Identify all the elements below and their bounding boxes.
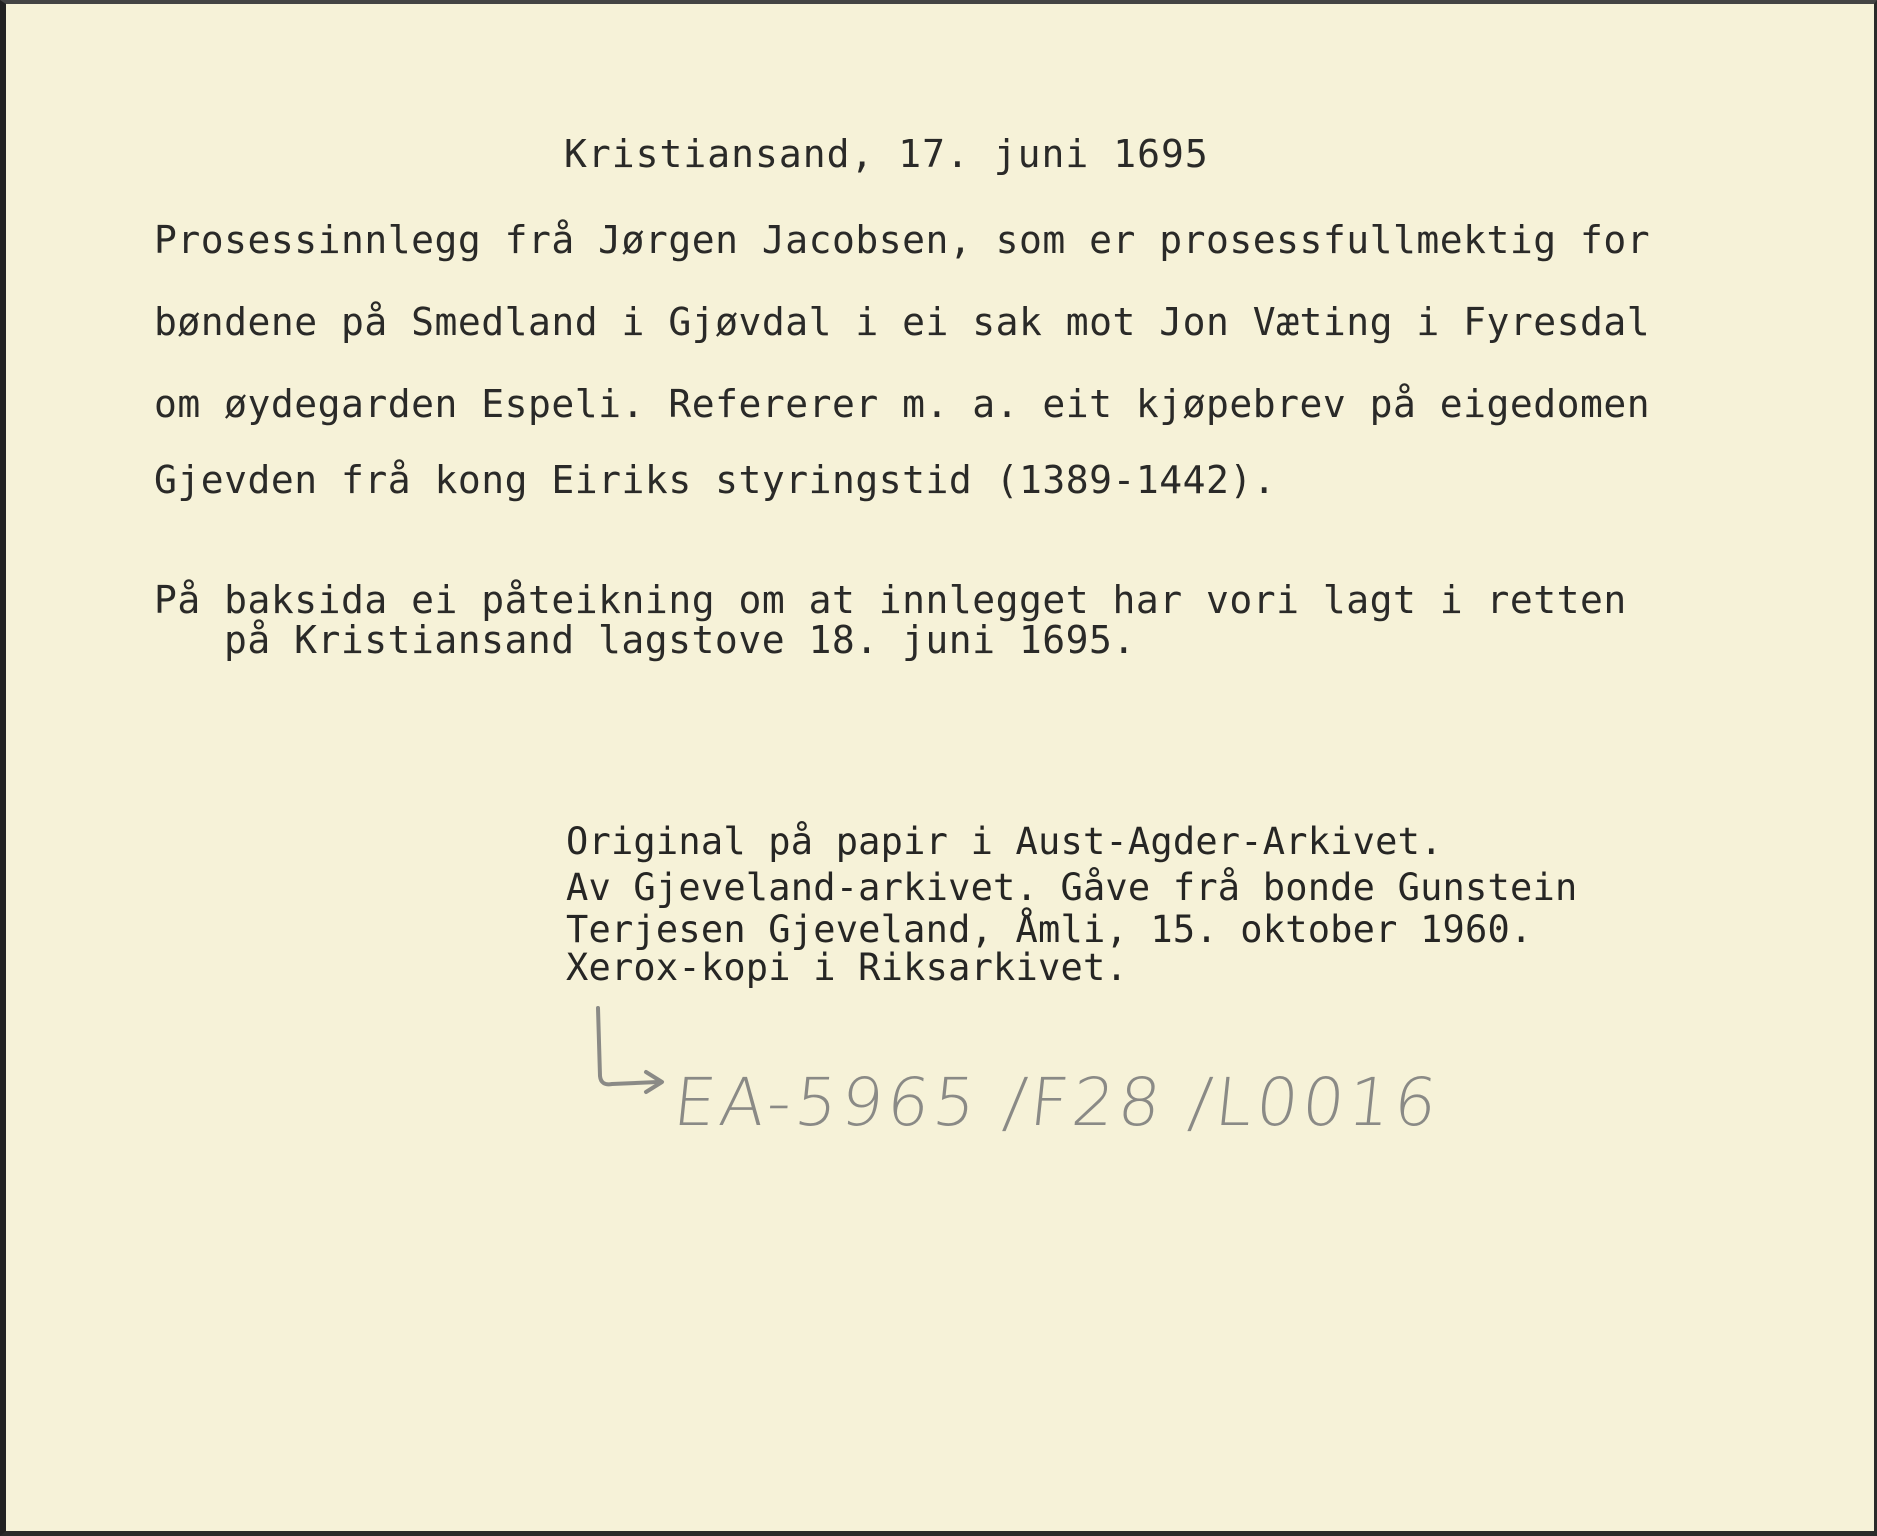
body-line: bøndene på Smedland i Gjøvdal i ei sak mot Jon Væting i Fyresdal: [154, 300, 1651, 344]
provenance-line: Original på papir i Aust-Agder-Arkivet.: [566, 820, 1443, 863]
card-heading: Kristiansand, 17. juni 1695: [564, 132, 1209, 176]
handwritten-arrow-icon: [586, 1004, 676, 1114]
note-line: på Kristiansand lagstove 18. juni 1695.: [224, 618, 1136, 662]
handwritten-reference: EA-5965 /F28 /L0016: [669, 1064, 1445, 1141]
provenance-line: Av Gjeveland-arkivet. Gåve frå bonde Gunstein: [566, 866, 1578, 909]
body-line: Prosessinnlegg frå Jørgen Jacobsen, som er prosessfullmektig for: [154, 218, 1651, 262]
note-line: På baksida ei påteikning om at innlegget har vori lagt i retten: [154, 578, 1627, 622]
body-line: om øydegarden Espeli. Refererer m. a. eit kjøpebrev på eigedomen: [154, 382, 1651, 426]
provenance-line: Xerox-kopi i Riksarkivet.: [566, 946, 1128, 989]
body-line: Gjevden frå kong Eiriks styringstid (1389-1442).: [154, 458, 1277, 502]
provenance-line: Terjesen Gjeveland, Åmli, 15. oktober 1960.: [566, 908, 1533, 951]
